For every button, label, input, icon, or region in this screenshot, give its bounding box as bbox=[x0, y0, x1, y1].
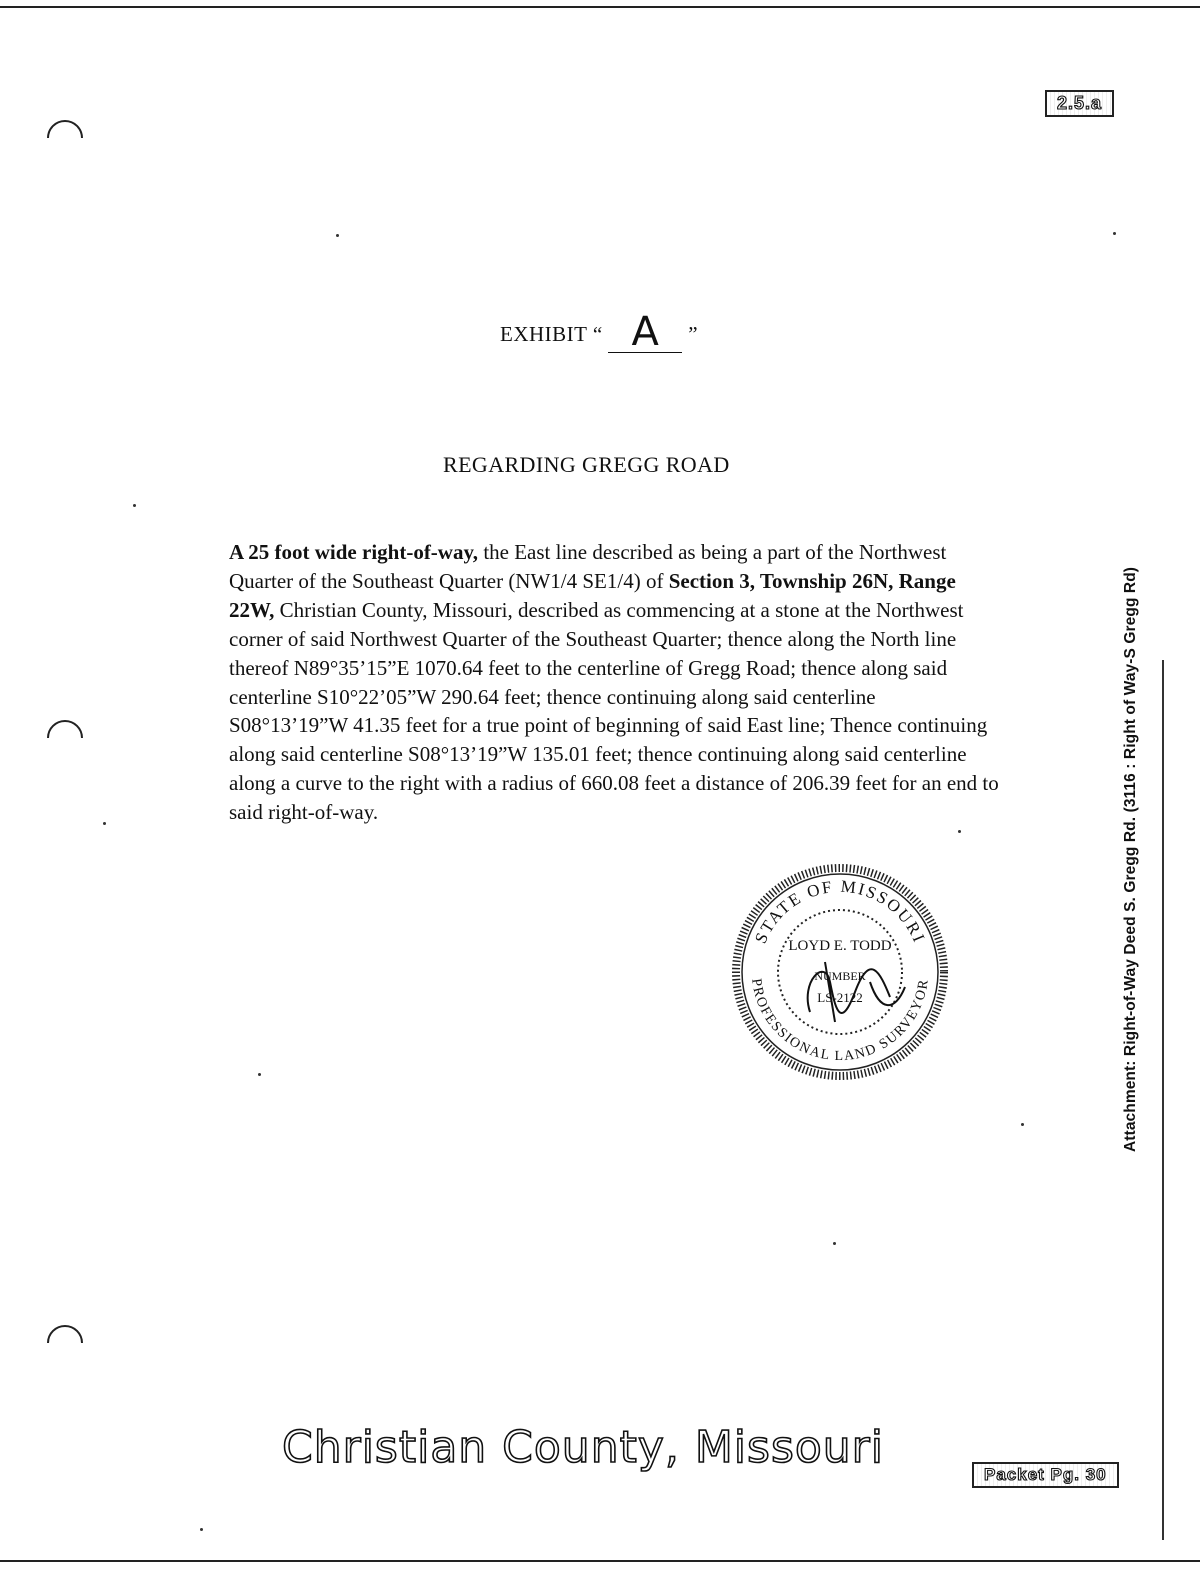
scan-speck bbox=[1113, 232, 1116, 235]
scan-speck bbox=[103, 822, 106, 825]
punch-hole-icon bbox=[44, 700, 86, 742]
legal-description bbox=[229, 538, 999, 827]
scan-speck bbox=[958, 830, 961, 833]
scan-speck bbox=[336, 234, 339, 237]
surveyor-seal bbox=[730, 862, 950, 1082]
exhibit-open-quote: “ bbox=[592, 322, 603, 346]
header-badge: 2.5.a bbox=[1045, 90, 1114, 117]
scan-speck bbox=[200, 1528, 203, 1531]
seal-outer-top: STATE OF MISSOURI bbox=[750, 876, 930, 947]
seal-name: LOYD E. TODD bbox=[788, 938, 892, 954]
exhibit-close-quote: ” bbox=[688, 322, 699, 346]
bottom-rule bbox=[0, 1560, 1200, 1562]
description-part1: the East line described as being a part of the Northwest Quarter of the Southeast Quarter (NW1/4 SE1/4) of bbox=[229, 540, 947, 593]
description-intro: A 25 foot wide right-of-way, bbox=[229, 540, 479, 564]
scan-speck bbox=[258, 1073, 261, 1076]
scan-speck bbox=[833, 1242, 836, 1245]
seal-outer-bottom: PROFESSIONAL LAND SURVEYOR bbox=[748, 977, 932, 1065]
top-rule bbox=[0, 6, 1200, 8]
scan-speck bbox=[133, 504, 136, 507]
packet-page-badge: Packet Pg. 30 bbox=[972, 1462, 1119, 1488]
scan-speck bbox=[1021, 1123, 1024, 1126]
description-section: Section 3, Township 26N, Range 22W, bbox=[229, 568, 956, 622]
punch-hole-icon bbox=[44, 1305, 86, 1347]
exhibit-letter: A bbox=[608, 312, 682, 353]
attachment-label: Attachment: Right-of-Way Deed S. Gregg Rd. (3116 : Right of Way-S Gregg Rd) bbox=[1122, 566, 1139, 1152]
seal-number: LS-2122 bbox=[817, 990, 863, 1005]
punch-hole-icon bbox=[44, 100, 86, 142]
footer-title: Christian County, Missouri bbox=[282, 1422, 884, 1473]
seal-number-label: NUMBER bbox=[814, 969, 866, 983]
description-part2: Christian County, Missouri, described as commencing at a stone at the Northwest corner of said Northwest Quarter of the Southeast Quarter; thence along the North line thereof N89°35’15”E 1070.64 feet to the centerline of Gregg Road; thence along said centerline S10°22’05”W 290.64 feet; thence continuing along said centerline S08°13’19”W 41.35 feet for a true point of beginning of said East line; Thence continuing along said centerline S08°13’19”W 135.01 feet; thence continuing along said centerline along a curve to the right with a radius of 660.08 feet a distance of 206.39 feet for an end to said right-of-way. bbox=[229, 597, 999, 825]
margin-rule bbox=[1162, 660, 1164, 1540]
page-title: REGARDING GREGG ROAD bbox=[443, 452, 730, 477]
exhibit-heading bbox=[500, 309, 699, 355]
exhibit-label: EXHIBIT bbox=[500, 322, 588, 346]
